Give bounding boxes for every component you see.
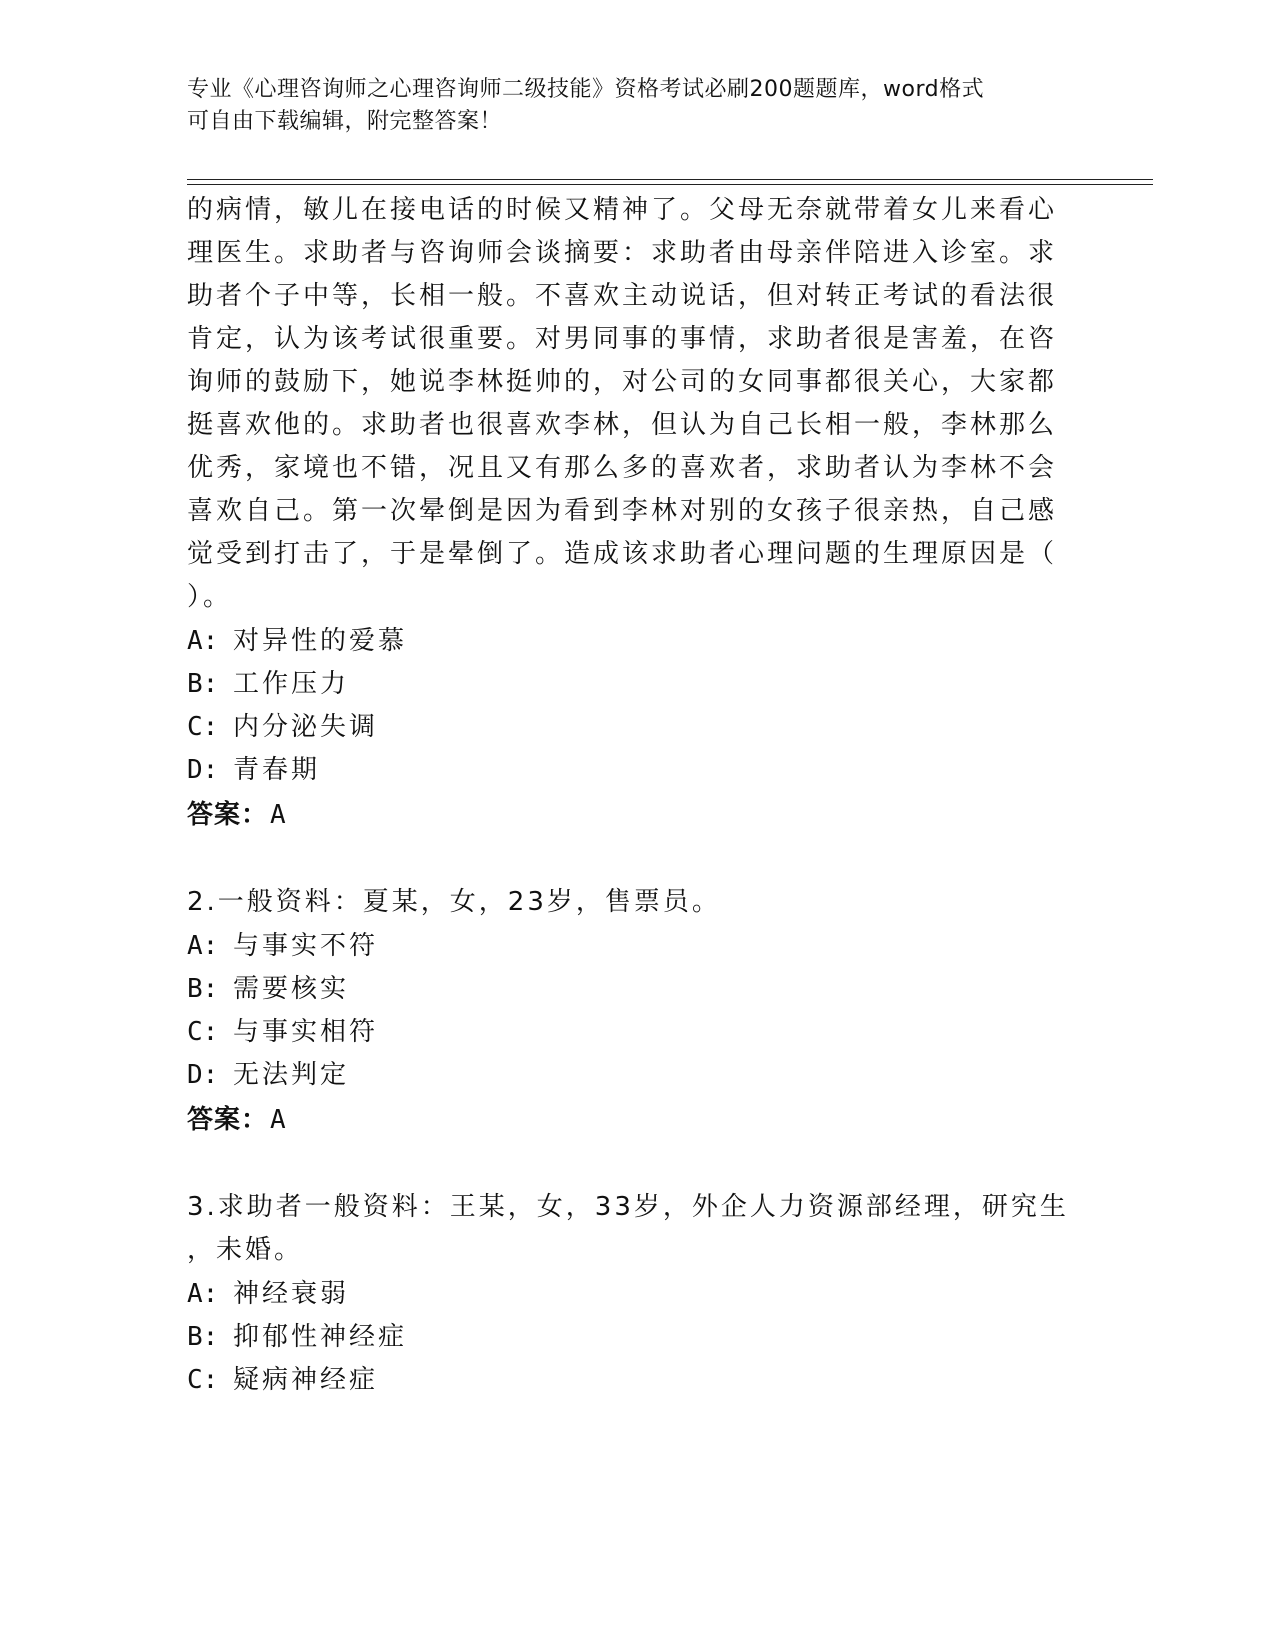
q1-stem-line-10: ）。: [187, 582, 233, 612]
q2-option-c: [187, 1011, 378, 1048]
answer-label: 答案：: [187, 1105, 269, 1135]
q2-option-b: [187, 968, 349, 1005]
option-key: C:: [187, 712, 219, 742]
option-text: 青春期: [233, 755, 321, 785]
answer-value: A: [270, 1105, 287, 1135]
option-text: 无法判定: [233, 1060, 350, 1090]
q1-option-d: [187, 749, 320, 786]
option-key: D:: [187, 755, 219, 785]
option-key: A:: [187, 1279, 219, 1309]
q1-option-a: [187, 620, 407, 657]
answer-value: A: [270, 800, 287, 830]
option-key: C:: [187, 1365, 219, 1395]
q3-option-a: [187, 1273, 349, 1310]
q1-stem-line-1: 的病情，敏儿在接电话的时候又精神了。父母无奈就带着女儿来看心: [187, 195, 1058, 225]
answer-label: 答案：: [187, 800, 269, 830]
q3-option-b: [187, 1316, 407, 1353]
q1-stem-line-9: 觉受到打击了，于是晕倒了。造成该求助者心理问题的生理原因是（: [187, 539, 1058, 569]
option-text: 疑病神经症: [233, 1365, 379, 1395]
header-line-2: 可自由下载编辑，附完整答案！: [187, 109, 503, 134]
q2-option-d: [187, 1054, 349, 1091]
header-divider-bottom: [187, 184, 1153, 185]
q1-stem-line-7: 优秀，家境也不错，况且又有那么多的喜欢者，求助者认为李林不会: [187, 453, 1058, 483]
option-key: B:: [187, 1322, 219, 1352]
q3-stem-line-1: 3.求助者一般资料：王某，女，33岁，外企人力资源部经理，研究生: [187, 1192, 1069, 1222]
option-text: 与事实不符: [233, 931, 379, 961]
q1-stem-line-8: 喜欢自己。第一次晕倒是因为看到李林对别的女孩子很亲热，自己感: [187, 496, 1058, 526]
option-text: 抑郁性神经症: [233, 1322, 408, 1352]
q3-stem-line-2: ，未婚。: [187, 1235, 304, 1265]
option-text: 对异性的爱慕: [233, 626, 408, 656]
option-key: A:: [187, 931, 219, 961]
header-line-1: 专业《心理咨询师之心理咨询师二级技能》资格考试必刷200题题库，word格式: [187, 77, 985, 102]
option-text: 需要核实: [233, 974, 350, 1004]
q1-stem-line-4: 肯定，认为该考试很重要。对男同事的事情，求助者很是害羞，在咨: [187, 324, 1058, 354]
option-key: B:: [187, 974, 219, 1004]
option-key: C:: [187, 1017, 219, 1047]
q1-stem-line-2: 理医生。求助者与咨询师会谈摘要：求助者由母亲伴陪进入诊室。求: [187, 238, 1058, 268]
q1-stem-line-6: 挺喜欢他的。求助者也很喜欢李林，但认为自己长相一般，李林那么: [187, 410, 1058, 440]
q3-option-c: [187, 1359, 378, 1396]
option-key: D:: [187, 1060, 219, 1090]
q2-stem: 2.一般资料：夏某，女，23岁，售票员。: [187, 887, 721, 917]
q2-answer: [187, 1099, 287, 1136]
option-text: 神经衰弱: [233, 1279, 350, 1309]
q1-option-c: [187, 706, 378, 743]
q1-answer: [187, 794, 287, 831]
option-key: B:: [187, 669, 219, 699]
document-header: [187, 74, 1067, 138]
q1-option-b: [187, 663, 349, 700]
q1-stem-line-5: 询师的鼓励下，她说李林挺帅的，对公司的女同事都很关心，大家都: [187, 367, 1058, 397]
q2-option-a: [187, 925, 378, 962]
header-divider-top: [187, 179, 1153, 180]
q1-stem-line-3: 助者个子中等，长相一般。不喜欢主动说话，但对转正考试的看法很: [187, 281, 1058, 311]
option-key: A:: [187, 626, 219, 656]
option-text: 工作压力: [233, 669, 350, 699]
option-text: 内分泌失调: [233, 712, 379, 742]
option-text: 与事实相符: [233, 1017, 379, 1047]
